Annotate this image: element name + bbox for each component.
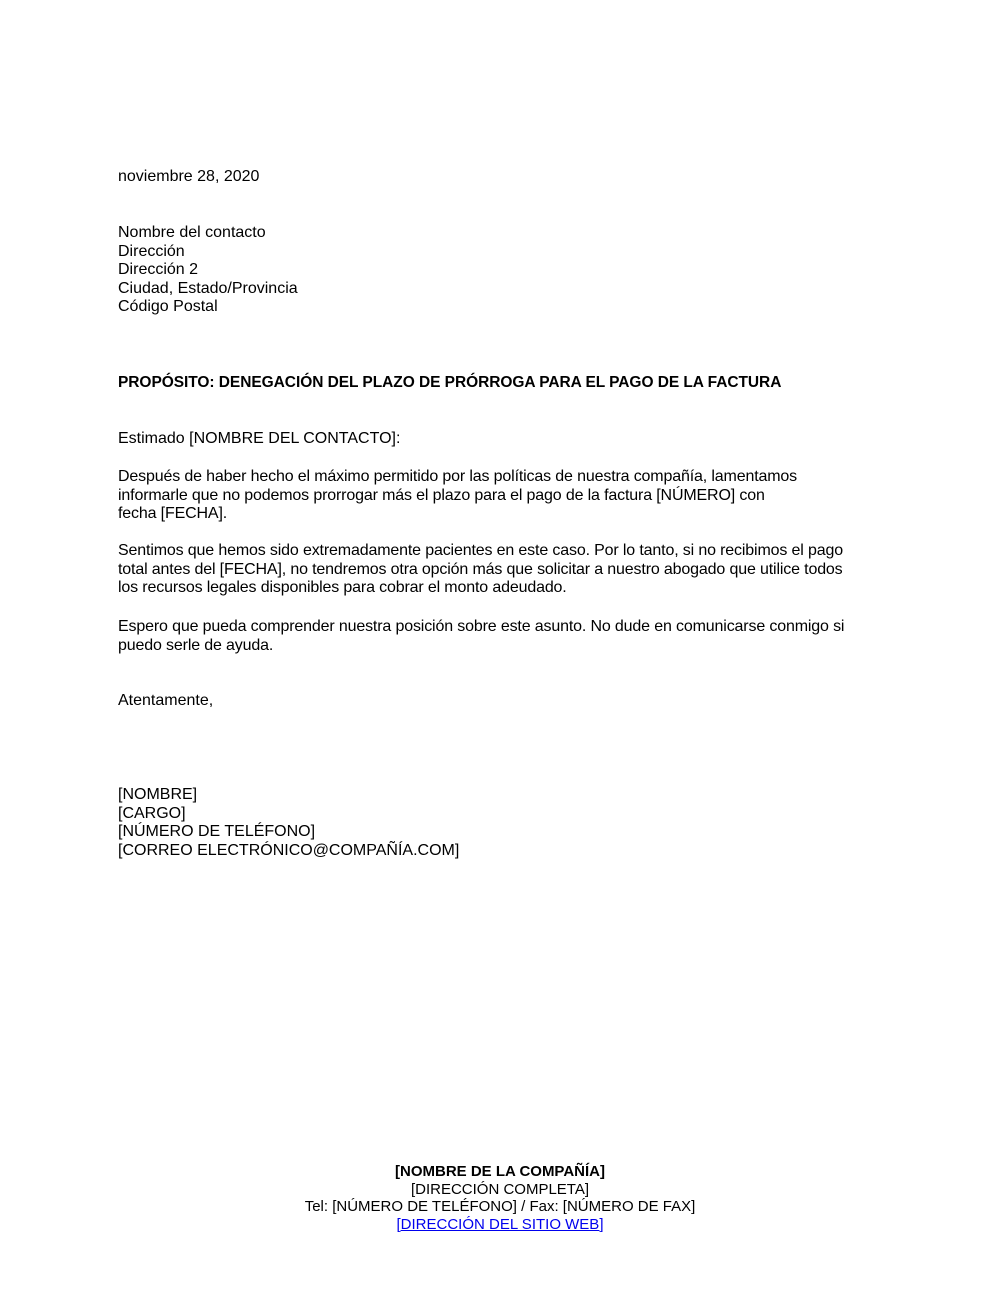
recipient-name: Nombre del contacto: [118, 224, 266, 241]
recipient-city-state: Ciudad, Estado/Provincia: [118, 279, 298, 297]
signature-phone: [NÚMERO DE TELÉFONO]: [118, 823, 316, 841]
recipient-postal-code: Código Postal: [118, 298, 218, 316]
paragraph-line: Después de haber hecho el máximo permitido por las políticas de nuestra compañía, lamentamos: [118, 468, 798, 485]
signature-email: [CORREO ELECTRÓNICO@COMPAÑÍA.COM]: [118, 841, 460, 859]
body-paragraph-1: [118, 468, 898, 524]
recipient-address-line-2: Dirección 2: [118, 261, 199, 279]
letter-footer: [0, 1163, 1000, 1233]
paragraph-line: Sentimos que hemos sido extremadamente pacientes en este caso. Por lo tanto, si no recibimos el pago: [118, 542, 843, 559]
signature-block: [118, 786, 459, 860]
letter-closing: Atentamente,: [118, 692, 214, 709]
footer-address: [DIRECCIÓN COMPLETA]: [410, 1180, 590, 1198]
recipient-address-line-1: Dirección: [118, 242, 185, 260]
paragraph-line: total antes del [FECHA], no tendremos otra opción más que solicitar a nuestro abogado que utilice todos: [118, 560, 843, 578]
footer-company-name: [NOMBRE DE LA COMPAÑÍA]: [395, 1163, 605, 1180]
paragraph-line: Espero que pueda comprender nuestra posición sobre este asunto. No dude en comunicarse conmigo si: [118, 618, 845, 635]
paragraph-line: fecha [FECHA].: [118, 505, 228, 523]
letter-date: noviembre 28, 2020: [118, 168, 260, 185]
signature-name: [NOMBRE]: [118, 786, 198, 803]
body-paragraph-2: [118, 542, 898, 598]
body-paragraph-3: [118, 618, 898, 655]
footer-contact: Tel: [NÚMERO DE TELÉFONO] / Fax: [NÚMERO DE FAX]: [304, 1198, 696, 1215]
letter-subject: PROPÓSITO: DENEGACIÓN DEL PLAZO DE PRÓRROGA PARA EL PAGO DE LA FACTURA: [118, 374, 782, 391]
recipient-address: [118, 224, 298, 317]
signature-title: [CARGO]: [118, 804, 186, 822]
paragraph-line: puedo serle de ayuda.: [118, 636, 274, 654]
letter-salutation: Estimado [NOMBRE DEL CONTACTO]:: [118, 430, 401, 447]
paragraph-line: informarle que no podemos prorrogar más el plazo para el pago de la factura [NÚMERO] con: [118, 486, 765, 504]
paragraph-line: los recursos legales disponibles para cobrar el monto adeudado.: [118, 579, 567, 597]
footer-website-link[interactable]: [DIRECCIÓN DEL SITIO WEB]: [396, 1215, 604, 1233]
